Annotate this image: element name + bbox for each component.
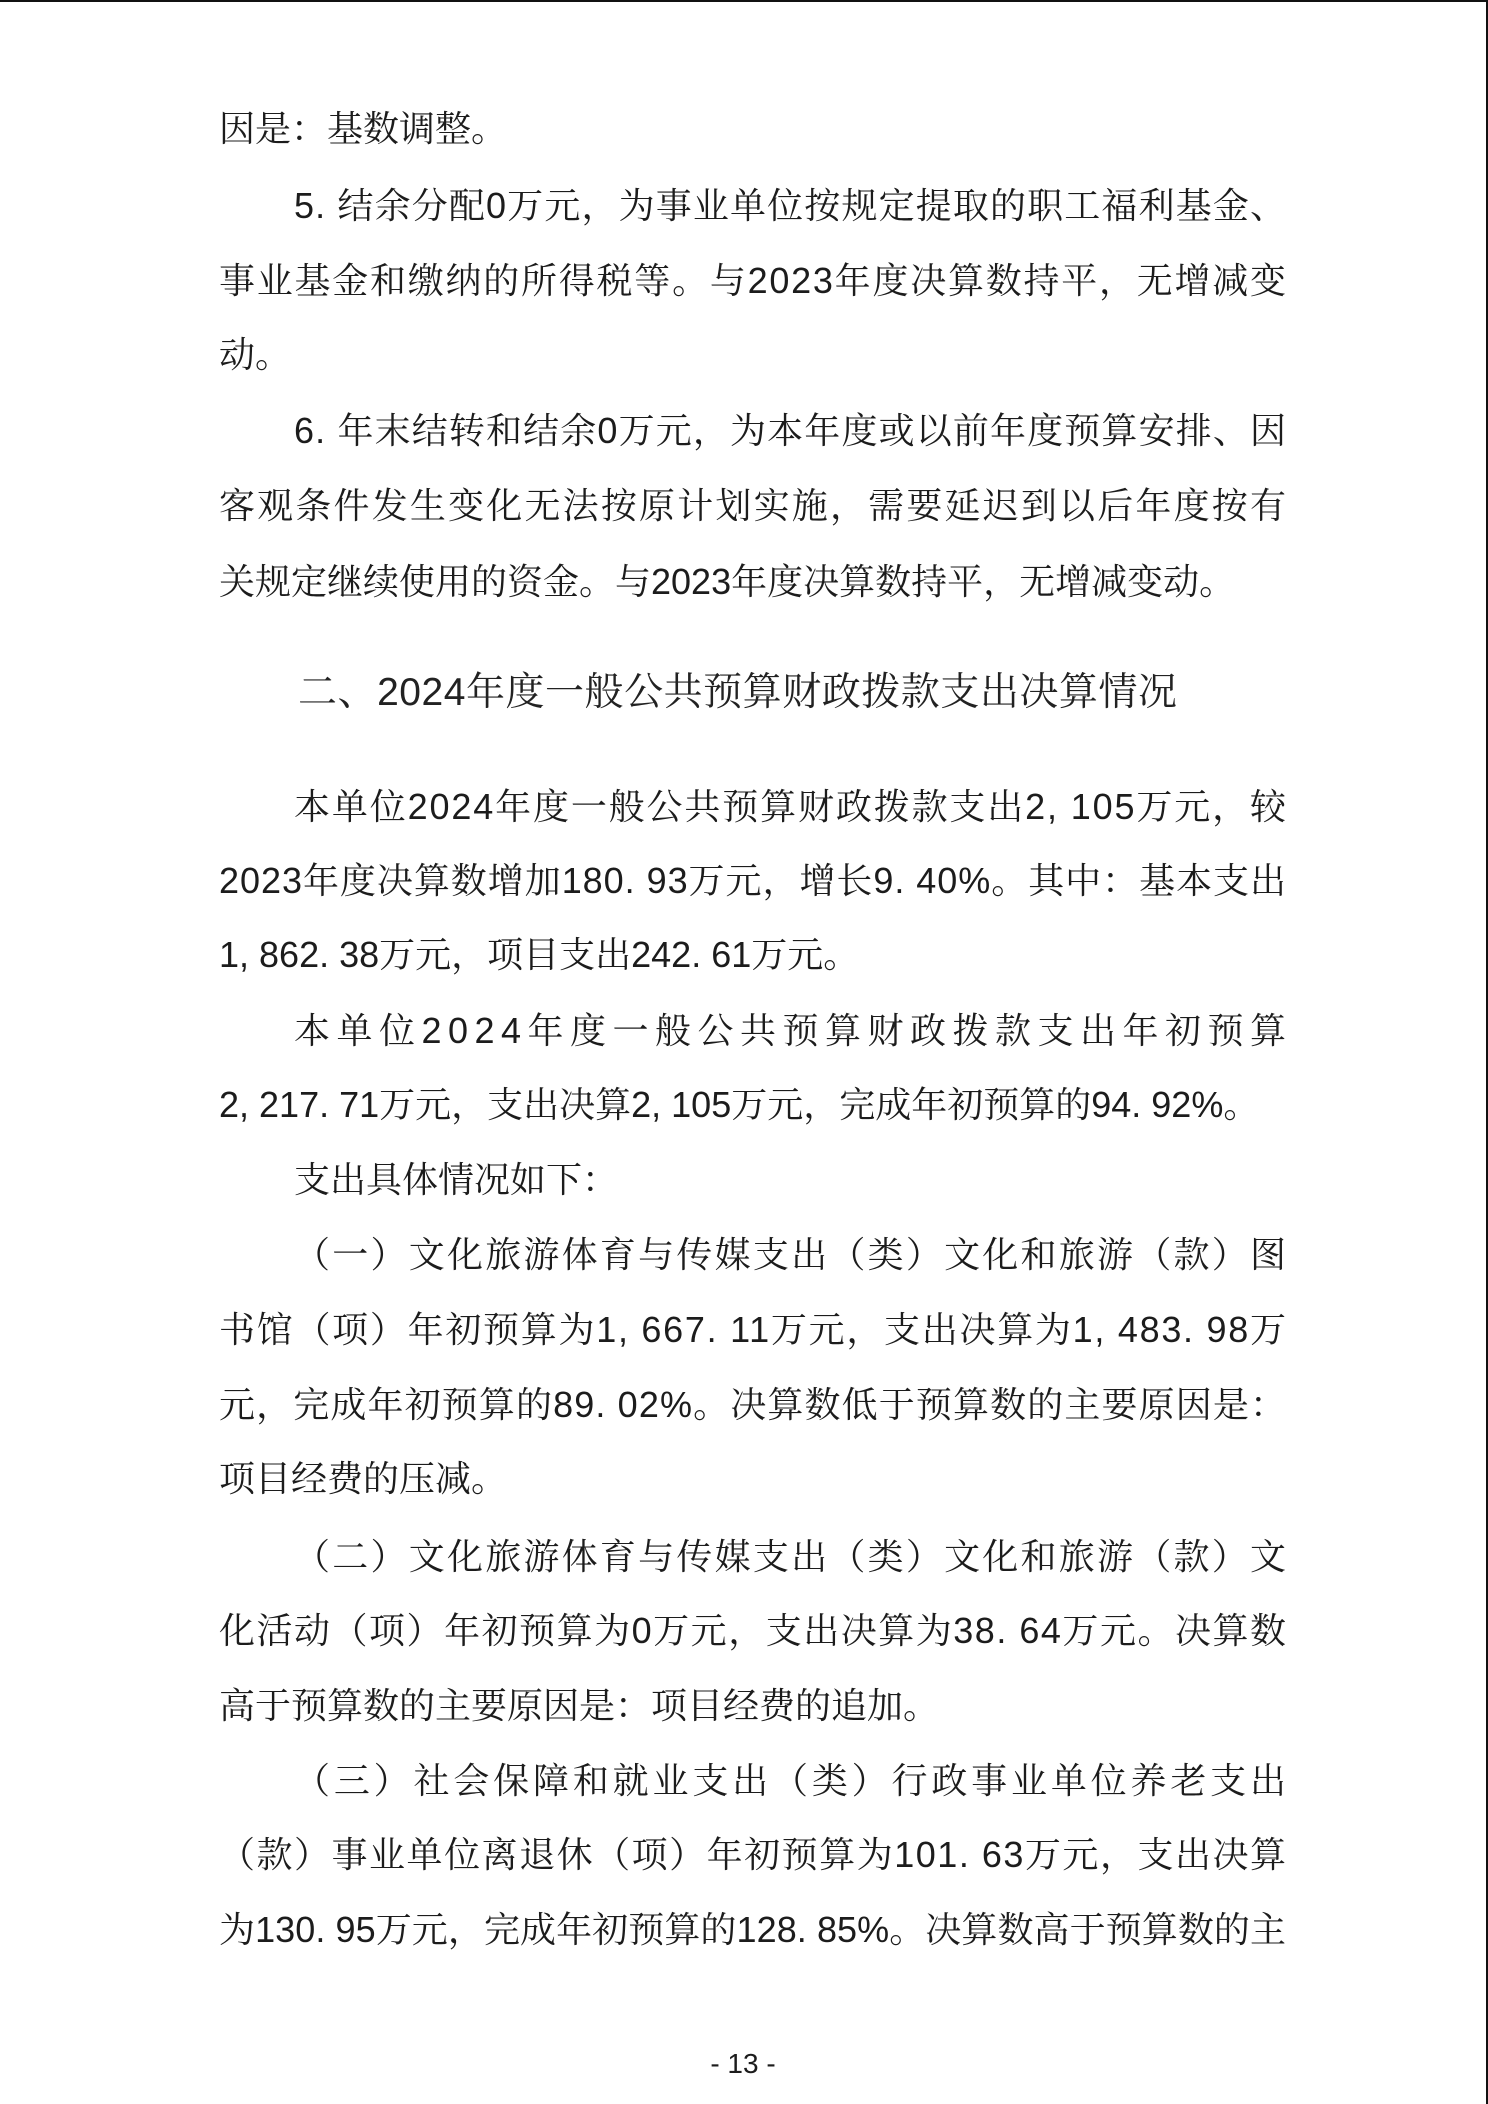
text-line: 项目经费的压减。 [219,1458,508,1499]
text-line: 本单位2024年度一般公共预算财政拨款支出年初预算 [294,1010,1293,1051]
text-line: 6. 年末结转和结余0万元，为本年度或以前年度预算安排、因 [294,410,1288,451]
text-line: 2, 217. 71万元，支出决算2, 105万元，完成年初预算的94. 92%。 [219,1084,1260,1125]
page-number: - 13 - [710,2048,776,2079]
text-line: 1, 862. 38万元，项目支出242. 61万元。 [219,934,860,975]
text-line: （一）文化旅游体育与传媒支出（类）文化和旅游（款）图 [294,1234,1289,1275]
text-line: 元，完成年初预算的89. 02%。决算数低于预算数的主要原因是： [219,1384,1288,1425]
text-line: 5. 结余分配0万元，为事业单位按规定提取的职工福利基金、 [294,185,1288,226]
text-line: 本单位2024年度一般公共预算财政拨款支出2, 105万元，较 [294,786,1288,827]
text-line: 书馆（项）年初预算为1, 667. 11万元，支出决算为1, 483. 98万 [219,1309,1288,1350]
text-line: 高于预算数的主要原因是：项目经费的追加。 [219,1685,940,1726]
text-line: （二）文化旅游体育与传媒支出（类）文化和旅游（款）文 [294,1536,1289,1577]
text-line: 2023年度决算数增加180. 93万元，增长9. 40%。其中：基本支出 [219,860,1287,901]
text-line: 为130. 95万元，完成年初预算的128. 85%。决算数高于预算数的主 [219,1909,1287,1950]
text-line: （三）社会保障和就业支出（类）行政事业单位养老支出 [294,1760,1290,1801]
text-line: 客观条件发生变化无法按原计划实施，需要延迟到以后年度按有 [219,485,1289,526]
text-line: 化活动（项）年初预算为0万元，支出决算为38. 64万元。决算数 [219,1610,1288,1651]
text-line: 事业基金和缴纳的所得税等。与2023年度决算数持平，无增减变 [219,260,1288,301]
text-line: 支出具体情况如下： [294,1159,619,1200]
text-line: 因是：基数调整。 [219,108,508,149]
text-line: （款）事业单位离退休（项）年初预算为101. 63万元，支出决算 [219,1834,1288,1875]
text-line: 动。 [219,334,292,375]
section-heading: 二、2024年度一般公共预算财政拨款支出决算情况 [298,671,1178,714]
text-line: 关规定继续使用的资金。与2023年度决算数持平，无增减变动。 [219,561,1236,602]
